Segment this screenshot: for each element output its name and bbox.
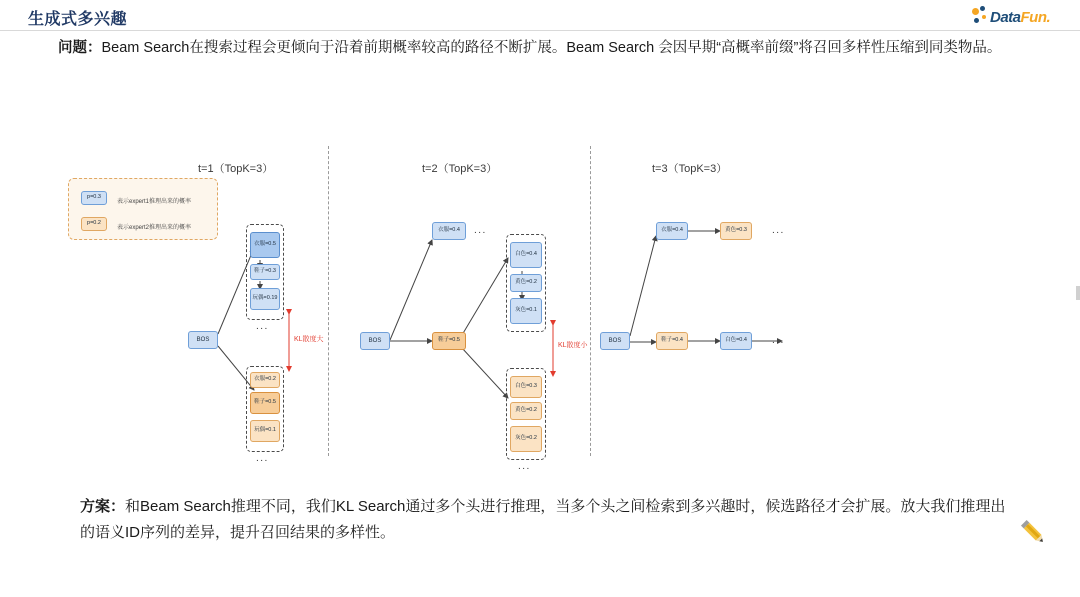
panel-title-3: t=3（TopK=3）	[652, 163, 728, 175]
pencil-icon[interactable]	[1016, 515, 1050, 549]
panel3-bottom-node-1: 鞋子=0.4	[656, 332, 688, 350]
panel3-top-ellipsis: ...	[772, 225, 785, 236]
panel1-orange-node-2: 鞋子=0.5	[250, 392, 280, 414]
panel2-orange-node-3: 灰色=0.2	[510, 426, 542, 452]
panel2-mid-node: 鞋子=0.5	[432, 332, 466, 350]
logo-wordmark: DataFun.	[990, 9, 1051, 26]
panel2-top-ellipsis: ...	[474, 225, 487, 236]
panel3-top-node-1: 衣服=0.4	[656, 222, 688, 240]
panel1-orange-node-1: 衣服=0.2	[250, 372, 280, 388]
logo-dot-2	[980, 6, 985, 11]
datafun-logo	[970, 6, 1066, 32]
panel-title-2: t=2（TopK=3）	[422, 163, 498, 175]
panel3-top-node-2: 黄色=0.3	[720, 222, 752, 240]
panel1-orange-node-3: 玩偶=0.1	[250, 420, 280, 442]
problem-paragraph	[58, 36, 1038, 61]
problem-label: 问题：	[58, 40, 102, 56]
edge-mark-top	[1076, 286, 1080, 300]
problem-text: Beam Search在搜索过程会更倾向于沿着前期概率较高的路径不断扩展。Beam Search 会因早期“高概率前缀”将召回多样性压缩到同类物品。	[101, 40, 1002, 56]
title-divider	[0, 30, 1080, 31]
panel1-kl-label: KL散度大	[294, 336, 324, 343]
panel2-blue-node-1: 白色=0.4	[510, 242, 542, 268]
panel3-bottom-ellipsis: ...	[772, 335, 785, 346]
panel-title-1: t=1（TopK=3）	[198, 163, 274, 175]
panel2-orange-node-2: 黄色=0.2	[510, 402, 542, 420]
solution-paragraph	[80, 494, 1010, 547]
panel1-blue-ellipsis: ...	[256, 321, 269, 332]
legend-text-expert2: 表示expert2推理出来的概率	[117, 225, 192, 231]
panel1-blue-node-1: 衣服=0.5	[250, 232, 280, 258]
panel2-kl-label: KL散度小	[558, 342, 588, 349]
panel1-orange-ellipsis: ...	[256, 453, 269, 464]
panel1-blue-node-3: 玩偶=0.19	[250, 288, 280, 310]
legend-text-expert1: 表示expert1推理出来的概率	[117, 199, 192, 205]
panel1-root-node: BOS	[188, 331, 218, 349]
panel2-root-node: BOS	[360, 332, 390, 350]
panel2-blue-node-3: 灰色=0.1	[510, 298, 542, 324]
figure-legend	[68, 178, 218, 240]
panel2-top-node: 衣服=0.4	[432, 222, 466, 240]
panel3-root-node: BOS	[600, 332, 630, 350]
panel1-blue-node-2: 鞋子=0.3	[250, 264, 280, 280]
logo-dot-1	[972, 8, 979, 15]
legend-swatch-expert2: p=0.2	[81, 217, 107, 231]
solution-label: 方案：	[80, 498, 126, 515]
logo-dot-3	[974, 18, 979, 23]
beam-search-diagram	[60, 128, 870, 478]
solution-text: 和Beam Search推理不同，我们KL Search通过多个头进行推理，当多个头之间检索到多兴趣时，候选路径才会扩展。放大我们推理出的语义ID序列的差异，提升召回结果的多样性。	[80, 498, 1006, 542]
panel2-orange-node-1: 白色=0.3	[510, 376, 542, 398]
logo-dot-4	[982, 15, 986, 19]
panel2-orange-ellipsis: ...	[518, 461, 531, 472]
legend-swatch-expert1: p=0.3	[81, 191, 107, 205]
panel2-blue-node-2: 黄色=0.2	[510, 274, 542, 292]
page-title: 生成式多兴趣	[28, 11, 128, 28]
panel3-bottom-node-2: 白色=0.4	[720, 332, 752, 350]
